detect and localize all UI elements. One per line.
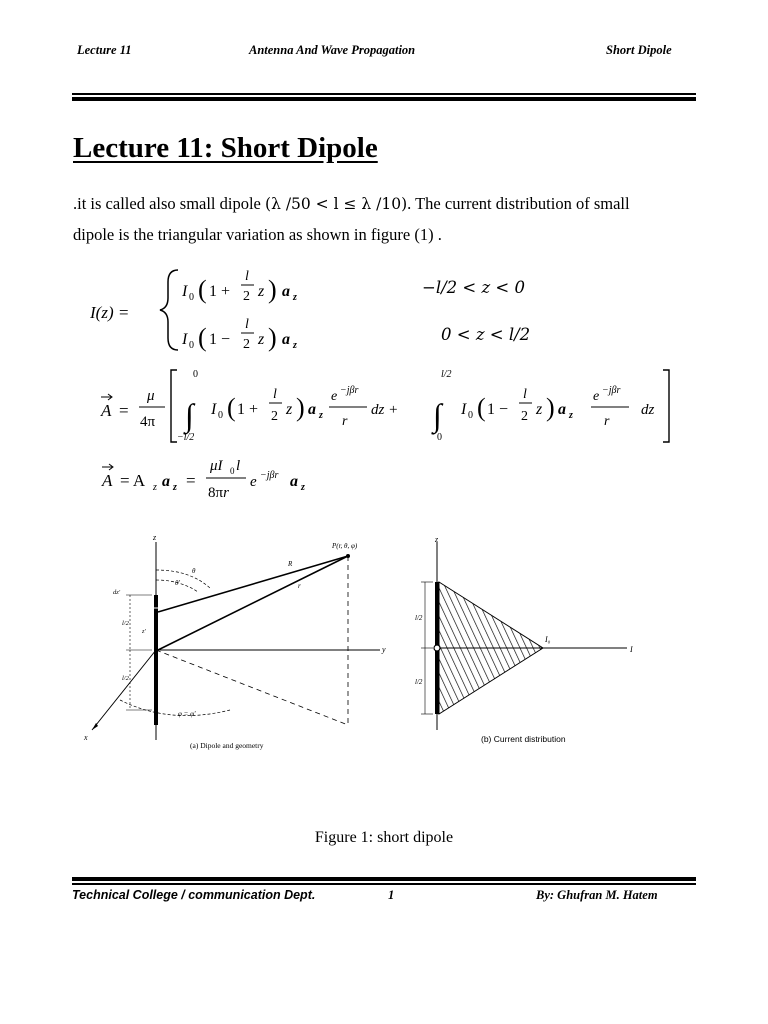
svg-text:2: 2 bbox=[243, 337, 250, 352]
vector-potential-result-equation bbox=[100, 452, 340, 506]
svg-text:): ) bbox=[268, 275, 277, 304]
current-half-l-top: l/2 bbox=[415, 614, 423, 622]
svg-text:−l/2: −l/2 bbox=[177, 432, 195, 443]
svg-text:0: 0 bbox=[230, 466, 235, 476]
phi-label: φ = φ' bbox=[178, 710, 196, 718]
svg-text:A: A bbox=[101, 401, 112, 420]
svg-text:∫: ∫ bbox=[185, 397, 194, 433]
svg-text:l: l bbox=[273, 387, 277, 402]
feed-point bbox=[434, 645, 440, 651]
current-half-l-bottom: l/2 bbox=[415, 678, 423, 686]
z-axis-label: z bbox=[153, 533, 157, 542]
svg-text:z: z bbox=[536, 401, 543, 418]
svg-text:A: A bbox=[102, 471, 113, 490]
svg-text:1 −: 1 − bbox=[209, 331, 231, 348]
svg-text:dz: dz bbox=[641, 402, 655, 418]
header-right: Short Dipole bbox=[606, 43, 672, 57]
svg-text:): ) bbox=[296, 393, 305, 422]
svg-text:z: z bbox=[258, 283, 265, 300]
svg-text:l/2: l/2 bbox=[441, 369, 452, 380]
svg-text:(: ( bbox=[198, 323, 207, 352]
svg-text:l: l bbox=[245, 317, 249, 332]
svg-text:0: 0 bbox=[218, 410, 223, 421]
svg-text:(: ( bbox=[227, 393, 236, 422]
footer-rule-thin bbox=[72, 883, 696, 885]
svg-text:e: e bbox=[593, 389, 600, 404]
current-lhs-render: I(z) = bbox=[90, 303, 130, 322]
svg-text:z: z bbox=[569, 410, 573, 421]
svg-text:μI: μI bbox=[210, 458, 223, 474]
y-axis-label: y bbox=[382, 645, 386, 654]
svg-text:r: r bbox=[604, 414, 610, 429]
point-label: P(r, θ, φ) bbox=[332, 542, 358, 550]
svg-text:a: a bbox=[308, 401, 316, 418]
svg-text:e: e bbox=[250, 474, 257, 490]
theta-prime-label: θ' bbox=[175, 579, 180, 587]
intro-line-1 bbox=[73, 194, 630, 214]
svg-text:l: l bbox=[245, 269, 249, 284]
svg-text:−jβr: −jβr bbox=[602, 385, 621, 396]
figure-caption: Figure 1: short dipole bbox=[314, 829, 454, 846]
svg-text:μ: μ bbox=[147, 388, 155, 404]
svg-text:(: ( bbox=[198, 275, 207, 304]
header-rule-thick bbox=[72, 97, 696, 101]
svg-text:): ) bbox=[546, 393, 555, 422]
svg-text:2: 2 bbox=[521, 409, 528, 424]
R-label: R bbox=[288, 560, 293, 568]
intro-line-2: dipole is the triangular variation as shown in figure (1) . bbox=[73, 225, 442, 244]
svg-text:=: = bbox=[119, 401, 129, 420]
vector-potential-integral-equation bbox=[95, 362, 685, 450]
svg-text:z: z bbox=[293, 340, 297, 351]
svg-text:I: I bbox=[182, 283, 188, 300]
svg-text:a: a bbox=[290, 473, 298, 490]
svg-text:I: I bbox=[211, 401, 217, 418]
svg-text:I: I bbox=[461, 401, 467, 418]
svg-text:I: I bbox=[182, 331, 188, 348]
svg-text:1 +: 1 + bbox=[209, 283, 231, 300]
header-rule-thin bbox=[72, 93, 696, 95]
svg-text:z: z bbox=[258, 331, 265, 348]
svg-text:8πr: 8πr bbox=[208, 485, 229, 501]
svg-text:=: = bbox=[186, 471, 196, 490]
svg-text:0: 0 bbox=[189, 340, 194, 351]
svg-text:e: e bbox=[331, 389, 338, 404]
svg-text:−jβr: −jβr bbox=[260, 470, 279, 481]
svg-text:0: 0 bbox=[193, 369, 198, 380]
figure-current-distribution bbox=[405, 530, 645, 750]
figure-a-caption: (a) Dipole and geometry bbox=[190, 741, 264, 750]
half-l-bottom-label: l/2 bbox=[122, 675, 129, 682]
svg-text:z: z bbox=[153, 482, 157, 493]
footer-rule-thick bbox=[72, 877, 696, 881]
svg-text:4π: 4π bbox=[140, 414, 156, 430]
header-left: Lecture 11 bbox=[77, 43, 132, 57]
footer-left: Technical College / communication Dept. bbox=[72, 888, 316, 902]
current-triangle bbox=[439, 582, 543, 714]
svg-text:a: a bbox=[162, 473, 170, 490]
svg-text:): ) bbox=[268, 323, 277, 352]
half-l-top-label: l/2 bbox=[122, 620, 129, 627]
svg-text:l: l bbox=[236, 458, 241, 474]
svg-text:dz +: dz + bbox=[371, 402, 399, 418]
svg-text:z: z bbox=[301, 482, 305, 493]
svg-text:l: l bbox=[523, 387, 527, 402]
dipole-element bbox=[154, 595, 158, 725]
footer-page-number: 1 bbox=[388, 888, 395, 902]
figure-b-caption: (b) Current distribution bbox=[481, 734, 566, 744]
current-case2-condition: 0 < z < l/2 bbox=[441, 325, 531, 344]
svg-text:z: z bbox=[286, 401, 293, 418]
svg-text:z: z bbox=[319, 410, 323, 421]
left-brace bbox=[160, 270, 178, 350]
svg-text:a: a bbox=[282, 331, 290, 348]
svg-text:1 +: 1 + bbox=[237, 401, 259, 418]
svg-text:z: z bbox=[293, 292, 297, 303]
svg-text:(: ( bbox=[477, 393, 486, 422]
intro-math: (λ /50 < l ≤ λ /10) bbox=[265, 195, 408, 213]
current-z-label: z bbox=[435, 535, 439, 544]
svg-text:0: 0 bbox=[189, 292, 194, 303]
current-case1-condition: −l/2 < z < 0 bbox=[422, 278, 525, 297]
intro-prefix: .it is called also small dipole bbox=[73, 194, 266, 213]
svg-text:2: 2 bbox=[271, 409, 278, 424]
intro-suffix: . The current distribution of small bbox=[407, 194, 630, 213]
footer-right: By: Ghufran M. Hatem bbox=[536, 888, 658, 902]
theta-label: θ bbox=[192, 567, 196, 575]
svg-text:∫: ∫ bbox=[433, 397, 442, 433]
svg-text:a: a bbox=[558, 401, 566, 418]
x-axis-label: x bbox=[84, 733, 88, 742]
svg-text:0: 0 bbox=[437, 432, 442, 443]
I0-label: I₀ bbox=[545, 635, 551, 644]
svg-text:z: z bbox=[173, 482, 177, 493]
x-axis-line bbox=[92, 650, 156, 730]
current-I-label: I bbox=[630, 645, 633, 654]
svg-text:a: a bbox=[282, 283, 290, 300]
svg-text:2: 2 bbox=[243, 289, 250, 304]
svg-text:0: 0 bbox=[468, 410, 473, 421]
header-center: Antenna And Wave Propagation bbox=[249, 43, 416, 57]
r-label: r bbox=[298, 582, 301, 590]
svg-text:−jβr: −jβr bbox=[340, 385, 359, 396]
z-prime-label: z' bbox=[142, 628, 146, 635]
svg-text:r: r bbox=[342, 414, 348, 429]
svg-text:= A: = A bbox=[120, 471, 146, 490]
page-title: Lecture 11: Short Dipole bbox=[73, 132, 378, 164]
figure-dipole-geometry bbox=[80, 530, 400, 755]
dz-label: dz' bbox=[113, 589, 121, 596]
svg-text:1 −: 1 − bbox=[487, 401, 509, 418]
